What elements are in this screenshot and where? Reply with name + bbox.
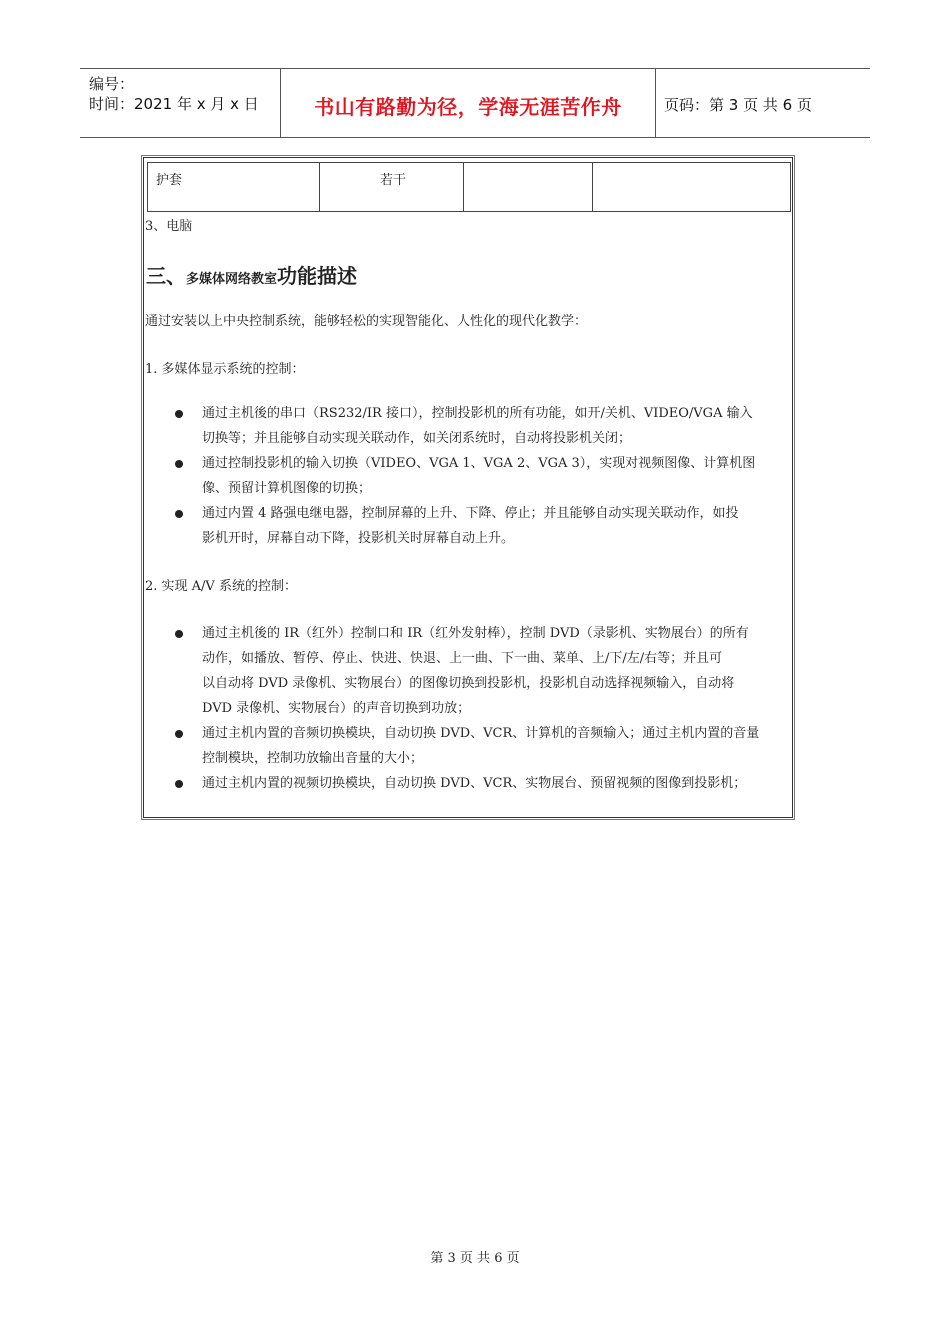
header-middle [280, 69, 656, 137]
section-title-small: 多媒体网络教室 [186, 272, 278, 287]
motto: 书山有路勤为径，学海无涯苦作舟 [314, 95, 622, 119]
header-left [80, 69, 280, 137]
item-computer: 3、电脑 [145, 219, 193, 234]
bullet-dot [175, 510, 183, 518]
table-cell [464, 163, 593, 212]
list-item: 通过主机内置的音频切换模块，自动切换 DVD、VCR、计算机的音频输入；通过主机内置的音量 控制模块，控制功放输出音量的大小； [202, 726, 760, 766]
section-title-big: 功能描述 [277, 264, 358, 288]
number-label: 编号： [89, 75, 135, 93]
bullet-dot [175, 780, 183, 788]
subsection-2-title: 2. 实现 A/V 系统的控制： [145, 579, 297, 594]
list-item: 通过主机内置的视频切换模块，自动切换 DVD、VCR、实物展台、预留视频的图像到投影机； [202, 776, 747, 791]
page-footer: 第 3 页 共 6 页 [430, 1251, 520, 1266]
bullet-dot [175, 410, 183, 418]
bullet-dot [175, 460, 183, 468]
table-cell: 护套 [148, 163, 320, 212]
header-right [654, 69, 870, 137]
page-header [80, 68, 870, 138]
bullet-dot [175, 730, 183, 738]
section-heading [146, 260, 357, 289]
content-frame [143, 157, 793, 818]
table-cell: 若干 [320, 163, 464, 212]
section-number: 三、 [146, 264, 186, 288]
equipment-table [147, 162, 791, 212]
page-info: 页码：第 3 页 共 6 页 [664, 96, 812, 114]
list-item: 通过控制投影机的输入切换（VIDEO、VGA 1、VGA 2、VGA 3），实现对视频图像、计算机图 像、预留计算机图像的切换； [202, 456, 756, 496]
list-item: 通过主机後的 IR（红外）控制口和 IR（红外发射棒），控制 DVD（录影机、实物展台）的所有 动作，如播放、暂停、停止、快进、快退、上一曲、下一曲、菜单、上/下/左/右等；并且可 以自动将 DVD 录像机、实物展台）的图像切换到投影机，投影机自动选择视频输入，自动将 DVD 录像机、实物展台）的声音切换到功放； [202, 626, 749, 716]
list-item: 通过内置 4 路强电继电器，控制屏幕的上升、下降、停止；并且能够自动实现关联动作，如投 影机开时，屏幕自动下降，投影机关时屏幕自动上升。 [202, 506, 739, 546]
table-row [148, 163, 791, 212]
subsection-1-title: 1. 多媒体显示系统的控制： [145, 362, 305, 377]
date-label: 时间：2021 年 x 月 x 日 [89, 95, 259, 113]
list-item: 通过主机後的串口（RS232/IR 接口），控制投影机的所有功能，如开/关机、VIDEO/VGA 输入 切换等；并且能够自动实现关联动作，如关闭系统时，自动将投影机关闭； [202, 406, 753, 446]
table-cell [593, 163, 791, 212]
bullet-dot [175, 630, 183, 638]
intro-paragraph: 通过安装以上中央控制系统，能够轻松的实现智能化、人性化的现代化教学： [145, 314, 588, 329]
